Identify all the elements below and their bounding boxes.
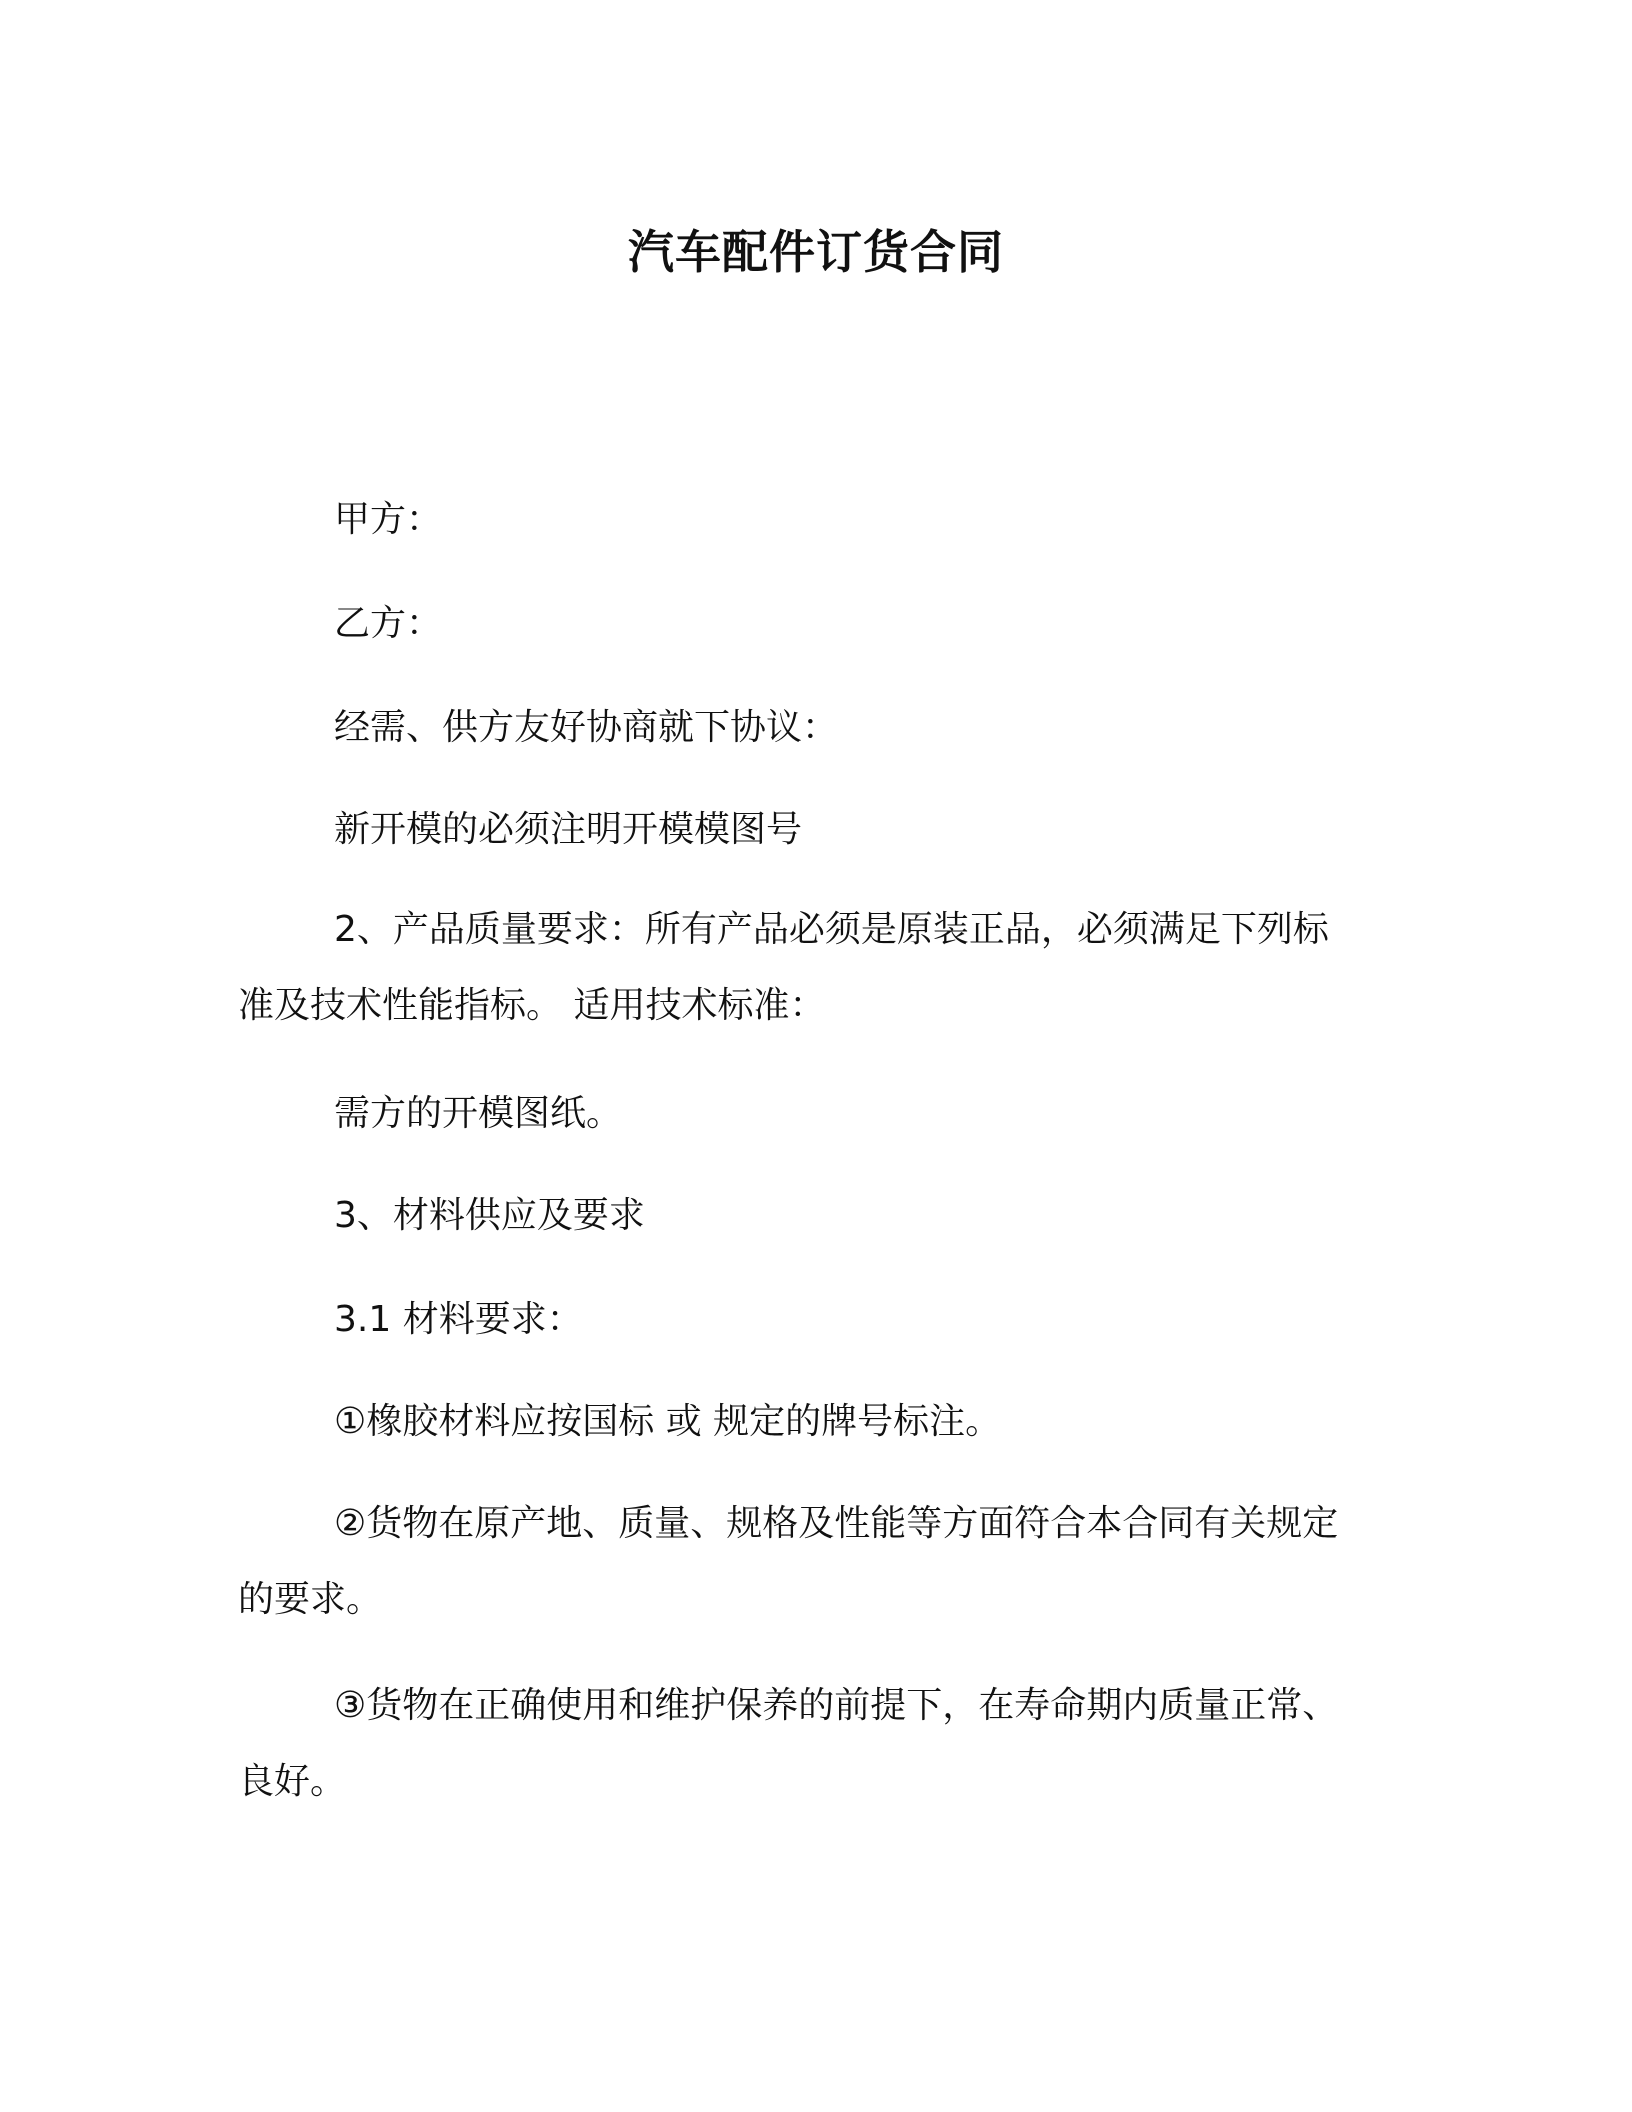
- intro-line: 经需、供方友好协商就下协议：: [334, 707, 839, 748]
- item-1-line: 新开模的必须注明开模模图号: [334, 809, 803, 850]
- item-3-line: 3、材料供应及要求: [334, 1195, 645, 1236]
- item-3-1-c-line-1: ③货物在正确使用和维护保养的前提下，在寿命期内质量正常、: [334, 1685, 1339, 1726]
- item-3-1-b-line-1: ②货物在原产地、质量、规格及性能等方面符合本合同有关规定: [334, 1503, 1339, 1544]
- item-3-1-a-line: ①橡胶材料应按国标 或 规定的牌号标注。: [334, 1401, 1002, 1442]
- item-3-1-line: 3.1 材料要求：: [334, 1299, 583, 1340]
- item-3-1-b-line-2: 的要求。: [238, 1579, 383, 1620]
- party-b-line: 乙方：: [334, 603, 443, 644]
- item-2-note: 需方的开模图纸。: [334, 1093, 623, 1134]
- item-2-line-1: 2、产品质量要求：所有产品必须是原装正品，必须满足下列标: [334, 909, 1329, 950]
- party-a-line: 甲方：: [334, 499, 443, 540]
- item-3-1-c-line-2: 良好。: [238, 1761, 347, 1802]
- document-title: 汽车配件订货合同: [628, 225, 1004, 279]
- item-2-line-2: 准及技术性能指标。 适用技术标准：: [238, 985, 826, 1026]
